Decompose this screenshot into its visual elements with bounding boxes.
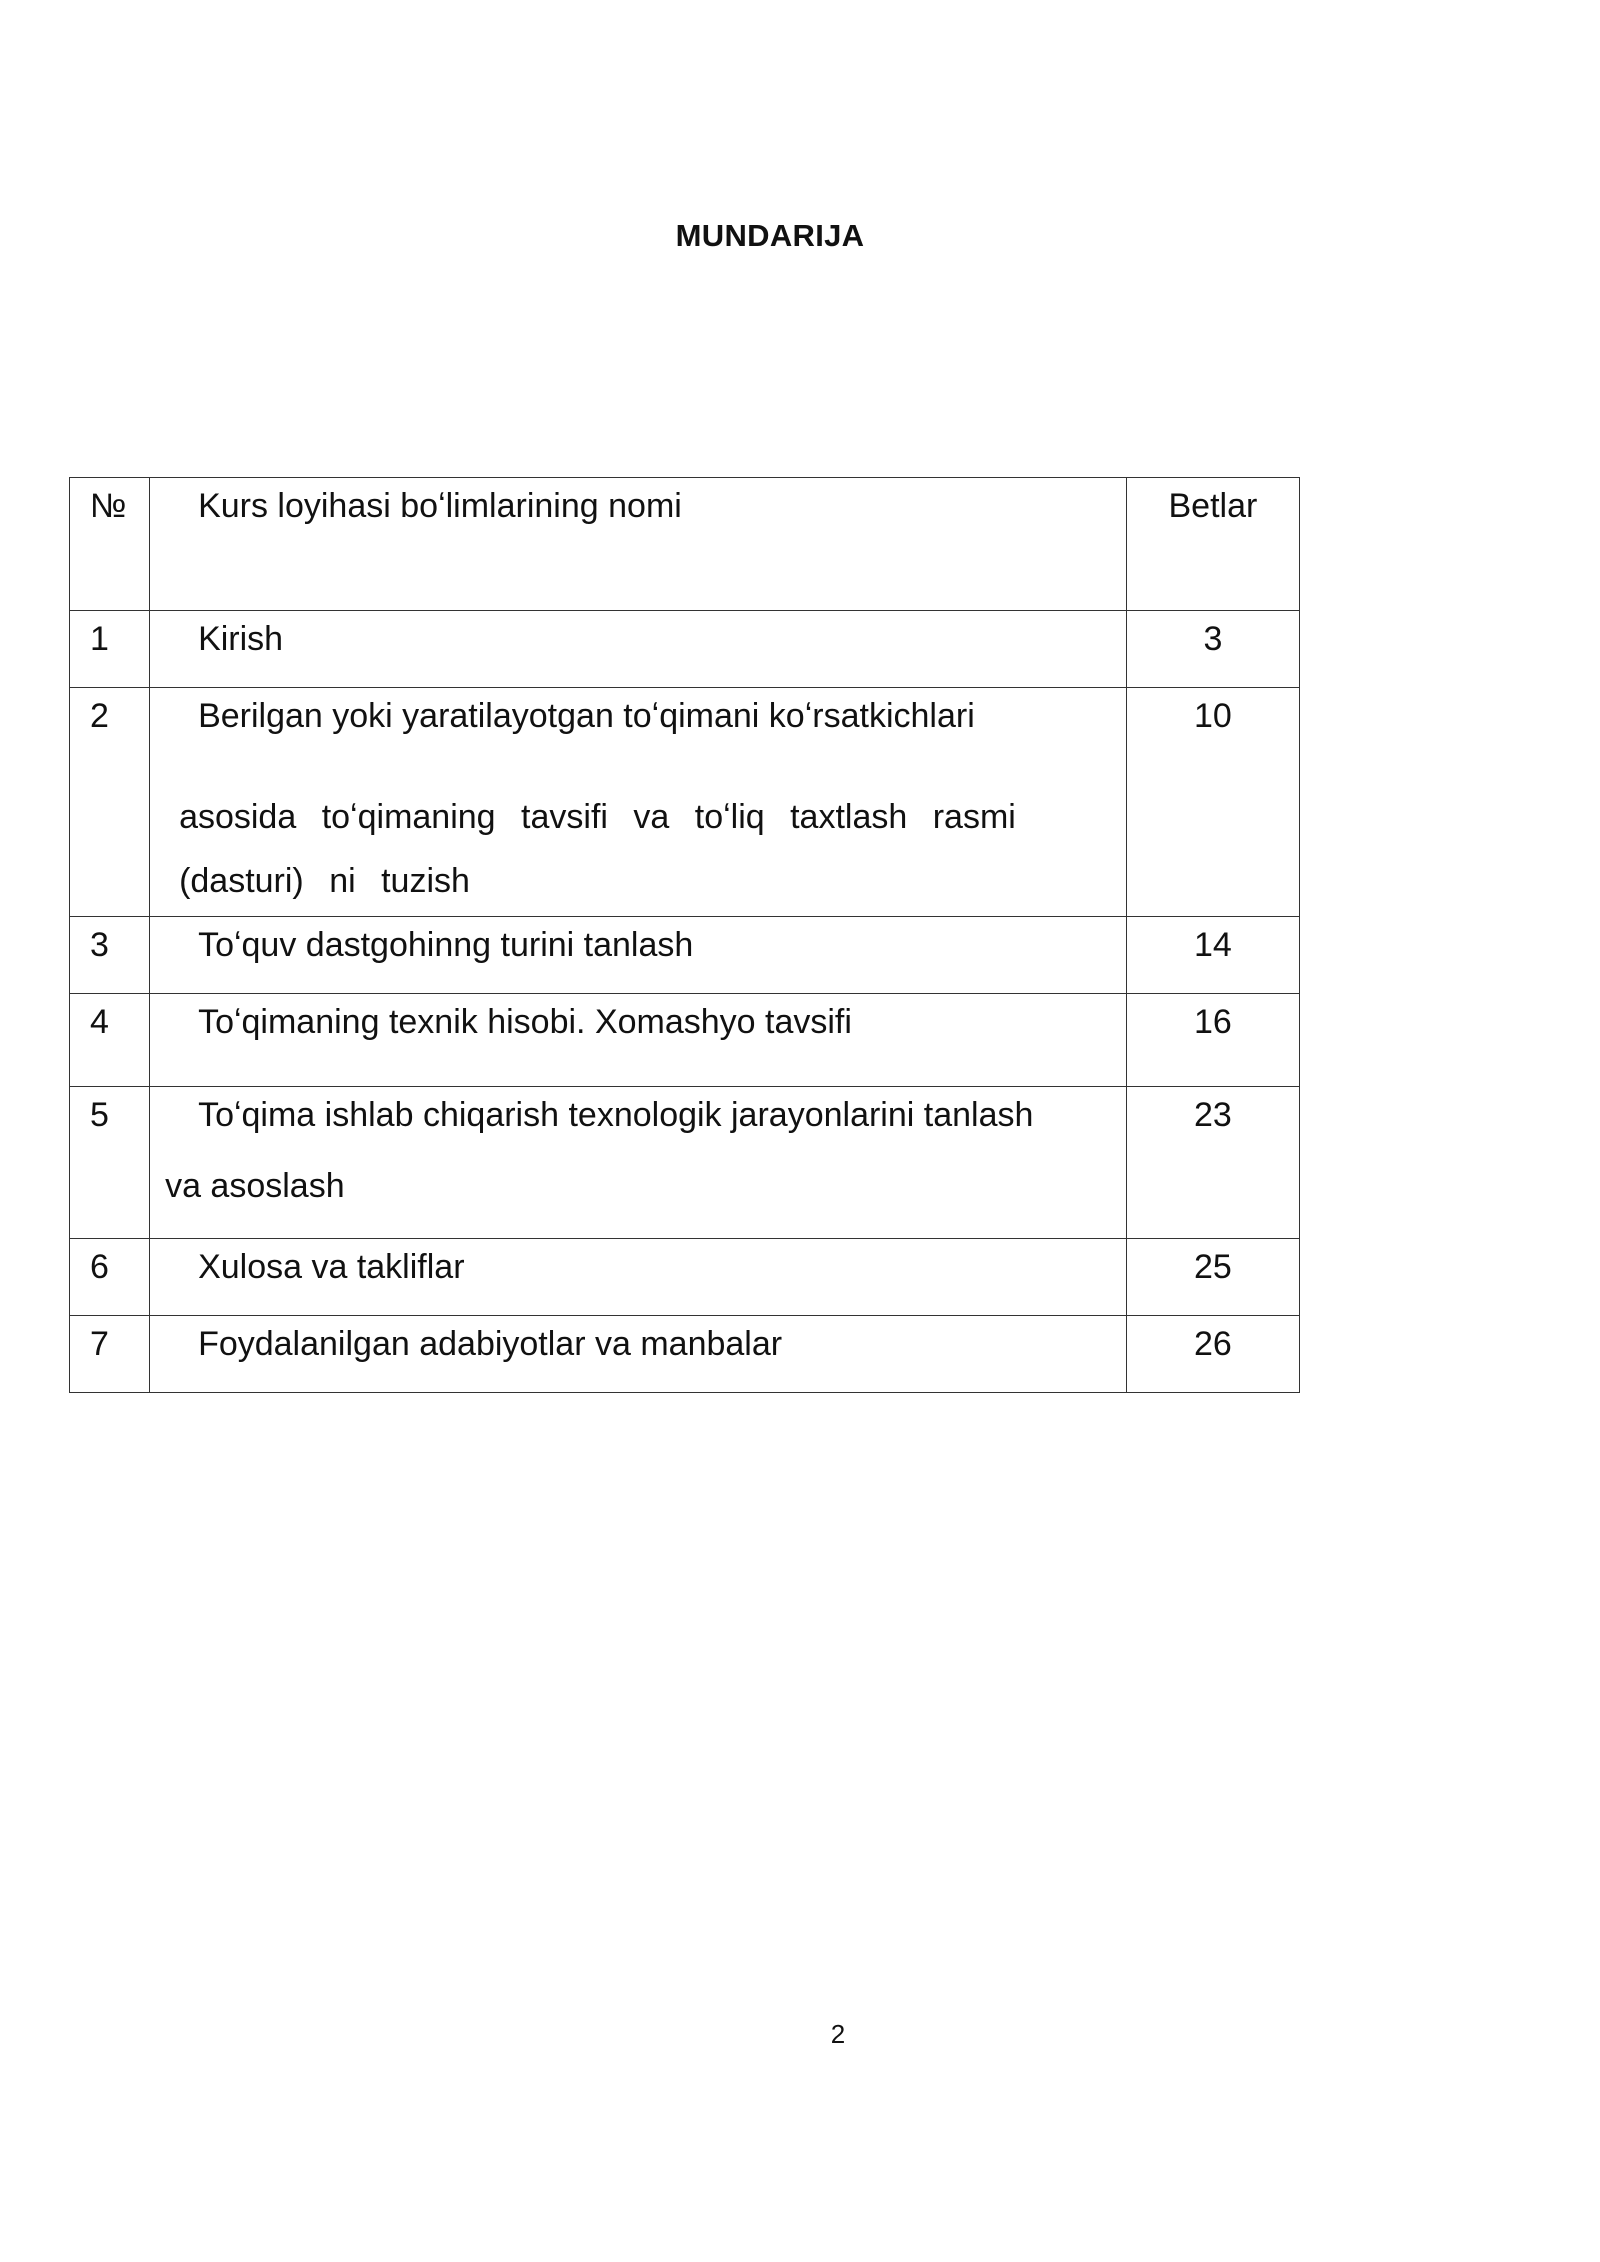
page-number: 2 bbox=[830, 2019, 846, 2049]
row-page: 10 bbox=[1126, 688, 1299, 917]
row-name-cell bbox=[150, 1087, 1127, 1239]
row-page: 14 bbox=[1126, 917, 1299, 994]
row-name-continued: va asoslash bbox=[165, 1166, 345, 1205]
table-of-contents bbox=[69, 477, 1300, 1393]
header-number: № bbox=[70, 478, 150, 611]
page-title: MUNDARIJA bbox=[675, 218, 865, 253]
row-number: 2 bbox=[70, 688, 150, 917]
row-number: 1 bbox=[70, 611, 150, 688]
row-name: Toʻquv dastgohinng turini tanlash bbox=[150, 917, 1127, 994]
row-number: 5 bbox=[70, 1087, 150, 1239]
table-row bbox=[70, 1239, 1300, 1316]
row-number: 7 bbox=[70, 1316, 150, 1393]
row-name-continued: asosida toʻqimaning tavsifi va toʻliq taxtlash rasmi (dasturi) ni tuzish bbox=[179, 797, 1016, 900]
row-name: Toʻqimaning texnik hisobi. Xomashyo tavsifi bbox=[150, 994, 1127, 1087]
row-name-cell bbox=[150, 688, 1127, 917]
table-header-row bbox=[70, 478, 1300, 611]
table-row bbox=[70, 611, 1300, 688]
row-page: 3 bbox=[1126, 611, 1299, 688]
row-page: 16 bbox=[1126, 994, 1299, 1087]
row-number: 3 bbox=[70, 917, 150, 994]
row-page: 26 bbox=[1126, 1316, 1299, 1393]
header-name: Kurs loyihasi boʻlimlarining nomi bbox=[150, 478, 1127, 611]
row-name: Berilgan yoki yaratilayotgan toʻqimani koʻrsatkichlari bbox=[198, 697, 975, 735]
table-row bbox=[70, 1316, 1300, 1393]
row-name: Toʻqima ishlab chiqarish texnologik jarayonlarini tanlash bbox=[198, 1096, 1034, 1134]
table-row bbox=[70, 917, 1300, 994]
row-number: 4 bbox=[70, 994, 150, 1087]
row-page: 23 bbox=[1126, 1087, 1299, 1239]
row-name: Foydalanilgan adabiyotlar va manbalar bbox=[150, 1316, 1127, 1393]
table-row bbox=[70, 688, 1300, 917]
row-name: Xulosa va takliflar bbox=[150, 1239, 1127, 1316]
row-name: Kirish bbox=[150, 611, 1127, 688]
row-number: 6 bbox=[70, 1239, 150, 1316]
table-row bbox=[70, 994, 1300, 1087]
row-page: 25 bbox=[1126, 1239, 1299, 1316]
table-row bbox=[70, 1087, 1300, 1239]
header-pages: Betlar bbox=[1126, 478, 1299, 611]
